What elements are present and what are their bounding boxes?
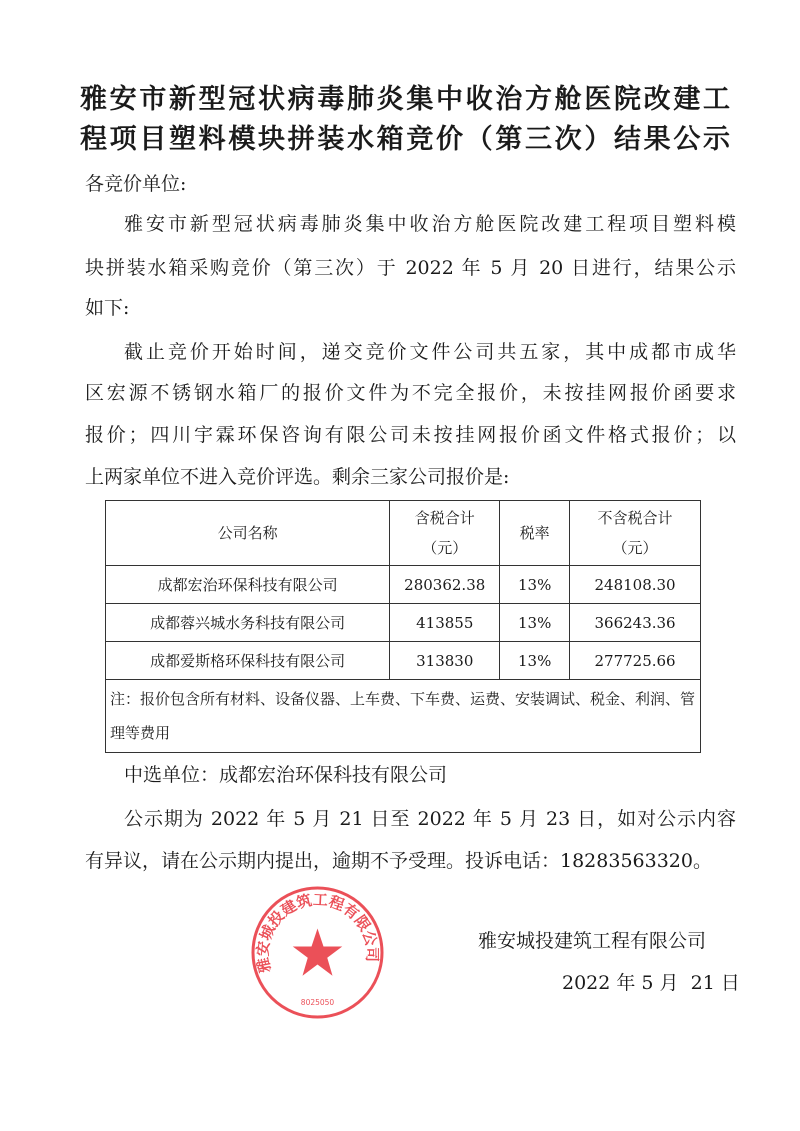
salutation: 各竞价单位: xyxy=(85,173,187,195)
para2-line-2: 区宏源不锈钢水箱厂的报价文件为不完全报价，未按挂网报价函要求 xyxy=(85,382,736,404)
para2-line-1: 截止竞价开始时间，递交竞价文件公司共五家，其中成都市成华 xyxy=(124,341,736,363)
cell-company: 成都爱斯格环保科技有限公司 xyxy=(106,642,390,680)
para1-line-1: 雅安市新型冠状病毒肺炎集中收治方舱医院改建工程项目塑料模 xyxy=(124,213,736,235)
stamp-text: 雅安城投建筑工程有限公司 xyxy=(253,890,382,975)
official-stamp xyxy=(250,885,385,1020)
cell-company: 成都宏治环保科技有限公司 xyxy=(106,566,390,604)
period-line-2: 有异议，请在公示期内提出，逾期不予受理。投诉电话：18283563320。 xyxy=(85,850,712,872)
winner: 中选单位：成都宏治环保科技有限公司 xyxy=(124,764,448,786)
header-with-tax xyxy=(390,501,500,566)
cell-tax-rate: 13% xyxy=(500,604,570,642)
title-line-2: 程项目塑料模块拼装水箱竞价（第三次）结果公示 xyxy=(80,124,730,155)
cell-tax-rate: 13% xyxy=(500,566,570,604)
period-line-1: 公示期为 2022 年 5 月 21 日至 2022 年 5 月 23 日，如对公示内容 xyxy=(124,808,736,830)
cell-tax-rate: 13% xyxy=(500,642,570,680)
bid-table xyxy=(105,500,701,753)
para1-line-3: 如下: xyxy=(85,297,130,319)
signature-company: 雅安城投建筑工程有限公司 xyxy=(478,930,707,952)
para1-line-2: 块拼装水箱采购竞价（第三次）于 2022 年 5 月 20 日进行，结果公示 xyxy=(85,257,736,279)
table-header xyxy=(106,501,701,566)
star-icon xyxy=(293,929,343,976)
cell-company: 成都蓉兴城水务科技有限公司 xyxy=(106,604,390,642)
para2-line-4: 上两家单位不进入竞价评选。剩余三家公司报价是: xyxy=(85,466,510,488)
para2-line-3: 报价；四川宇霖环保咨询有限公司未按挂网报价函文件格式报价；以 xyxy=(85,424,736,446)
table-row xyxy=(106,642,701,680)
table-row xyxy=(106,566,701,604)
stamp-code: 8025050 xyxy=(300,998,335,1007)
cell-without-tax: 248108.30 xyxy=(570,566,701,604)
cell-with-tax: 413855 xyxy=(390,604,500,642)
header-without-tax xyxy=(570,501,701,566)
title-line-1: 雅安市新型冠状病毒肺炎集中收治方舱医院改建工 xyxy=(80,84,730,115)
header-with-tax-unit: （元） xyxy=(422,539,468,557)
header-with-tax-label: 含税合计 xyxy=(414,509,475,527)
signature-date: 2022 年 5 月 21 日 xyxy=(562,972,740,994)
cell-with-tax: 280362.38 xyxy=(390,566,500,604)
table-row xyxy=(106,604,701,642)
header-without-tax-label: 不含税合计 xyxy=(597,509,673,527)
header-company: 公司名称 xyxy=(106,501,390,566)
cell-with-tax: 313830 xyxy=(390,642,500,680)
header-without-tax-unit: （元） xyxy=(612,539,658,557)
cell-without-tax: 366243.36 xyxy=(570,604,701,642)
header-tax-rate: 税率 xyxy=(500,501,570,566)
table-note-row xyxy=(106,680,701,753)
table-note: 注：报价包含所有材料、设备仪器、上车费、下车费、运费、安装调试、税金、利润、管理等费用 xyxy=(106,680,701,753)
cell-without-tax: 277725.66 xyxy=(570,642,701,680)
